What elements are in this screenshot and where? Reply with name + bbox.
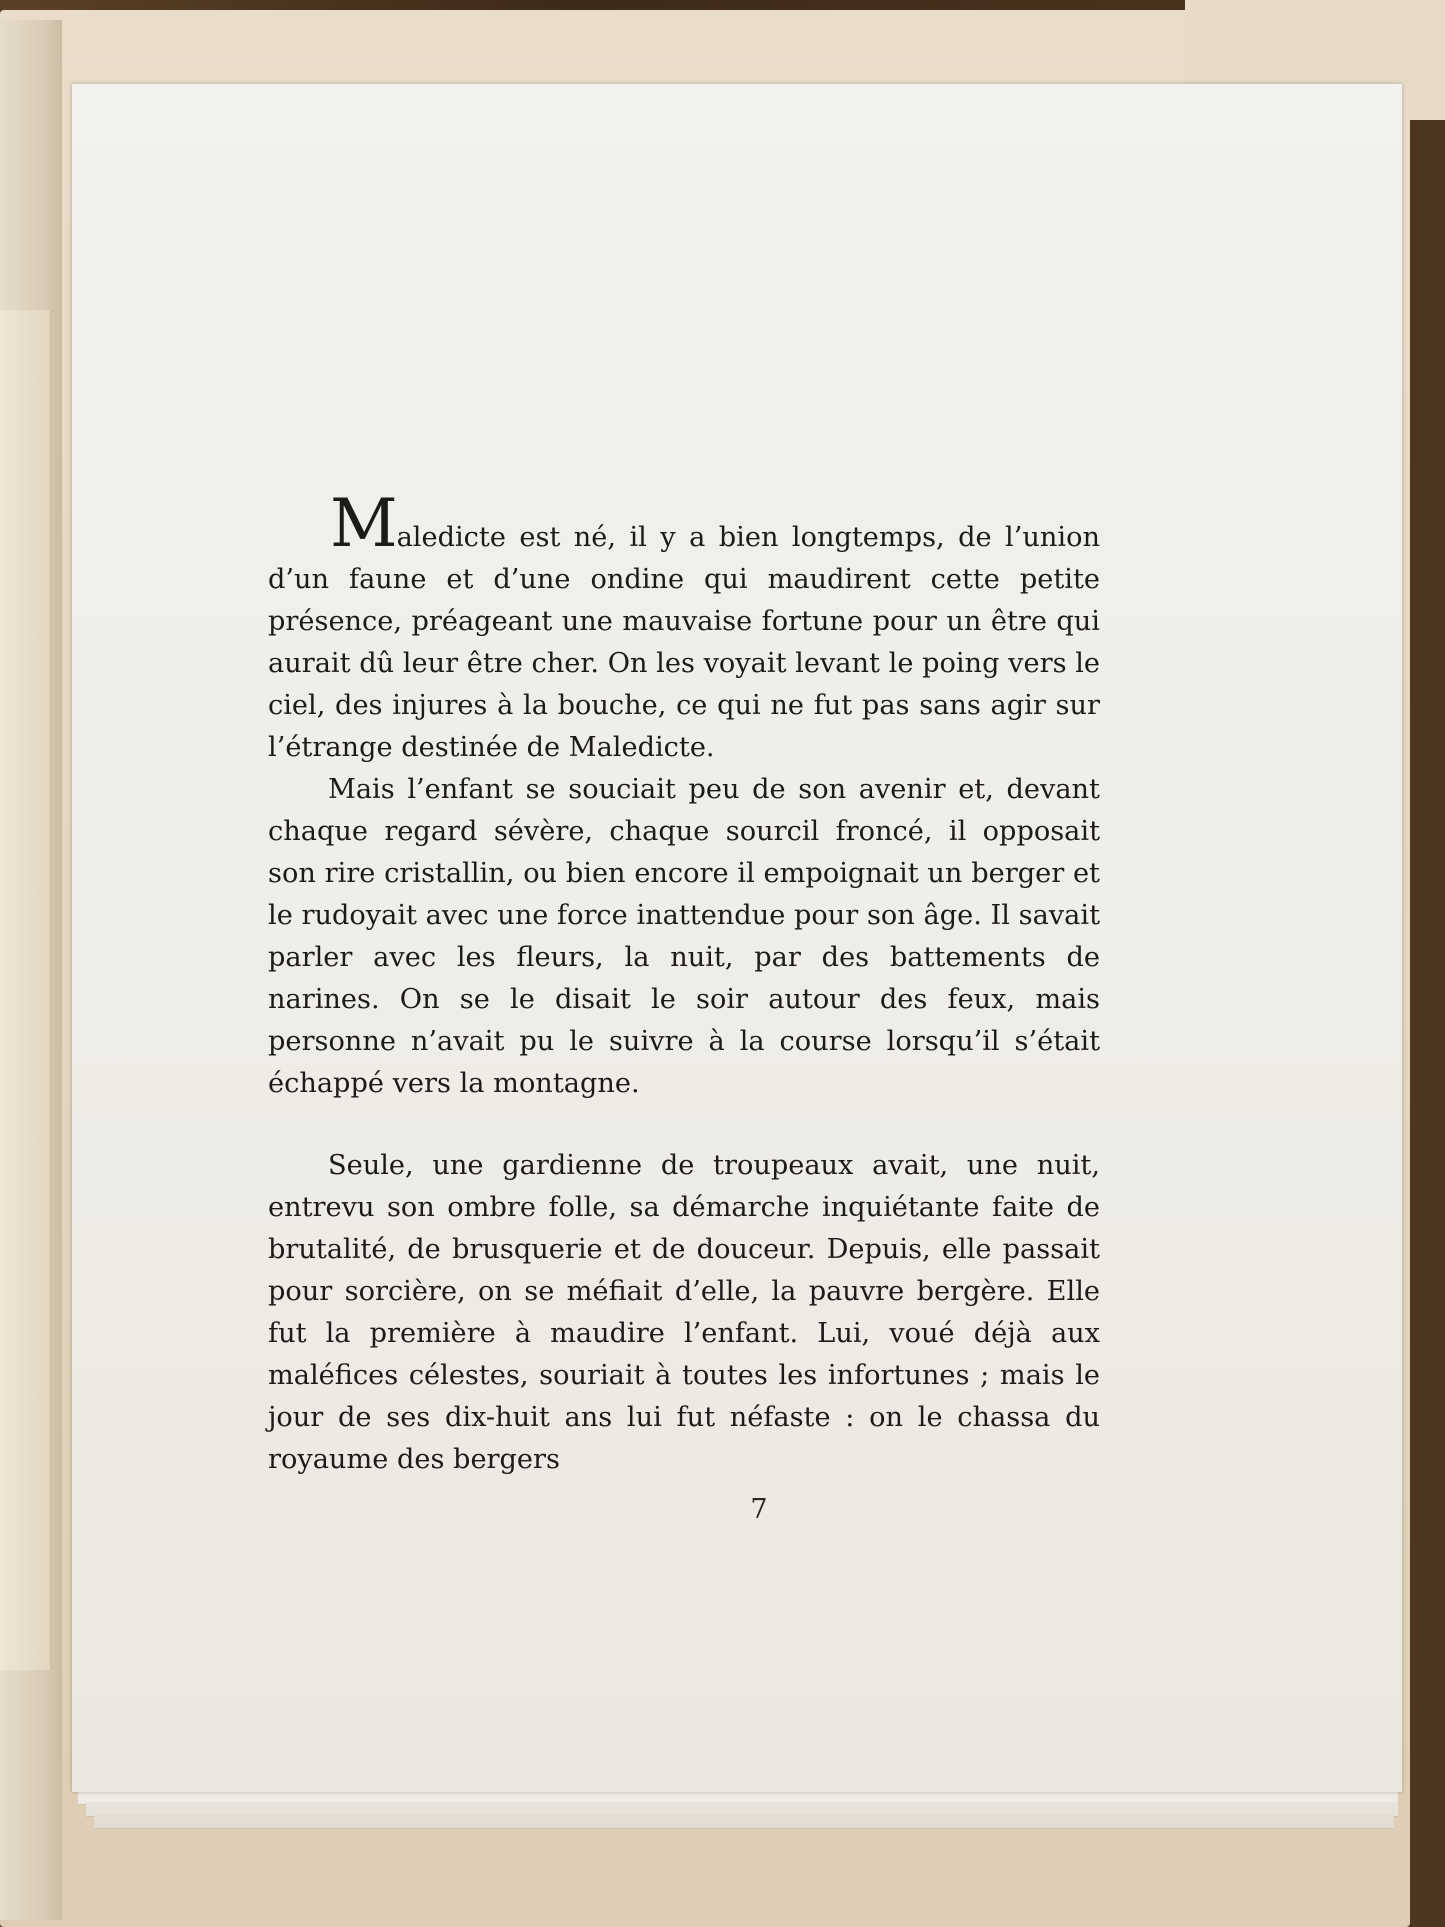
drop-cap: M bbox=[330, 485, 397, 562]
page-edge bbox=[94, 1814, 1394, 1829]
paragraph-2: Mais l’enfant se souciait peu de son avenir et, devant chaque regard sévère, chaque sourcil froncé, il opposait son rire cristallin, ou bien encore il empoignait un berger et le rudoyait avec une force inattendue pour son âge. Il savait parler avec les fleurs, la nuit, par des battements de narines. On se le disait le soir autour des feux, mais personne n’avait pu le suivre à la course lorsqu’il s’était échappé vers la montagne. bbox=[268, 774, 1100, 1099]
book-page bbox=[72, 84, 1402, 1792]
paragraph-3: Seule, une gardienne de troupeaux avait, une nuit, entrevu son ombre folle, sa démarche inquiétante faite de brutalité, de brusquerie et de douceur. Depuis, elle passait pour sorcière, on se méfiait d’elle, la pauvre bergère. Elle fut la première à maudire l’enfant. Lui, voué déjà aux maléfices célestes, souriait à toutes les infortunes ; mais le jour de ses dix-huit ans lui fut néfaste : on le chassa du royaume des bergers bbox=[268, 1150, 1100, 1475]
body-text bbox=[268, 485, 1100, 1481]
paragraph-1 bbox=[268, 485, 1100, 769]
paragraph-1-text: aledicte est né, il y a bien longtemps, de l’union d’un faune et d’une ondine qui maudirent cette petite présence, préageant une mauvaise fortune pour un être qui aurait dû leur être cher. On les voyait levant le poing vers le ciel, des injures à la bouche, ce qui ne fut pas sans agir sur l’étrange destinée de Maledicte. bbox=[268, 522, 1100, 763]
folder-flap bbox=[0, 310, 52, 1670]
page-number: 7 bbox=[750, 1494, 768, 1525]
